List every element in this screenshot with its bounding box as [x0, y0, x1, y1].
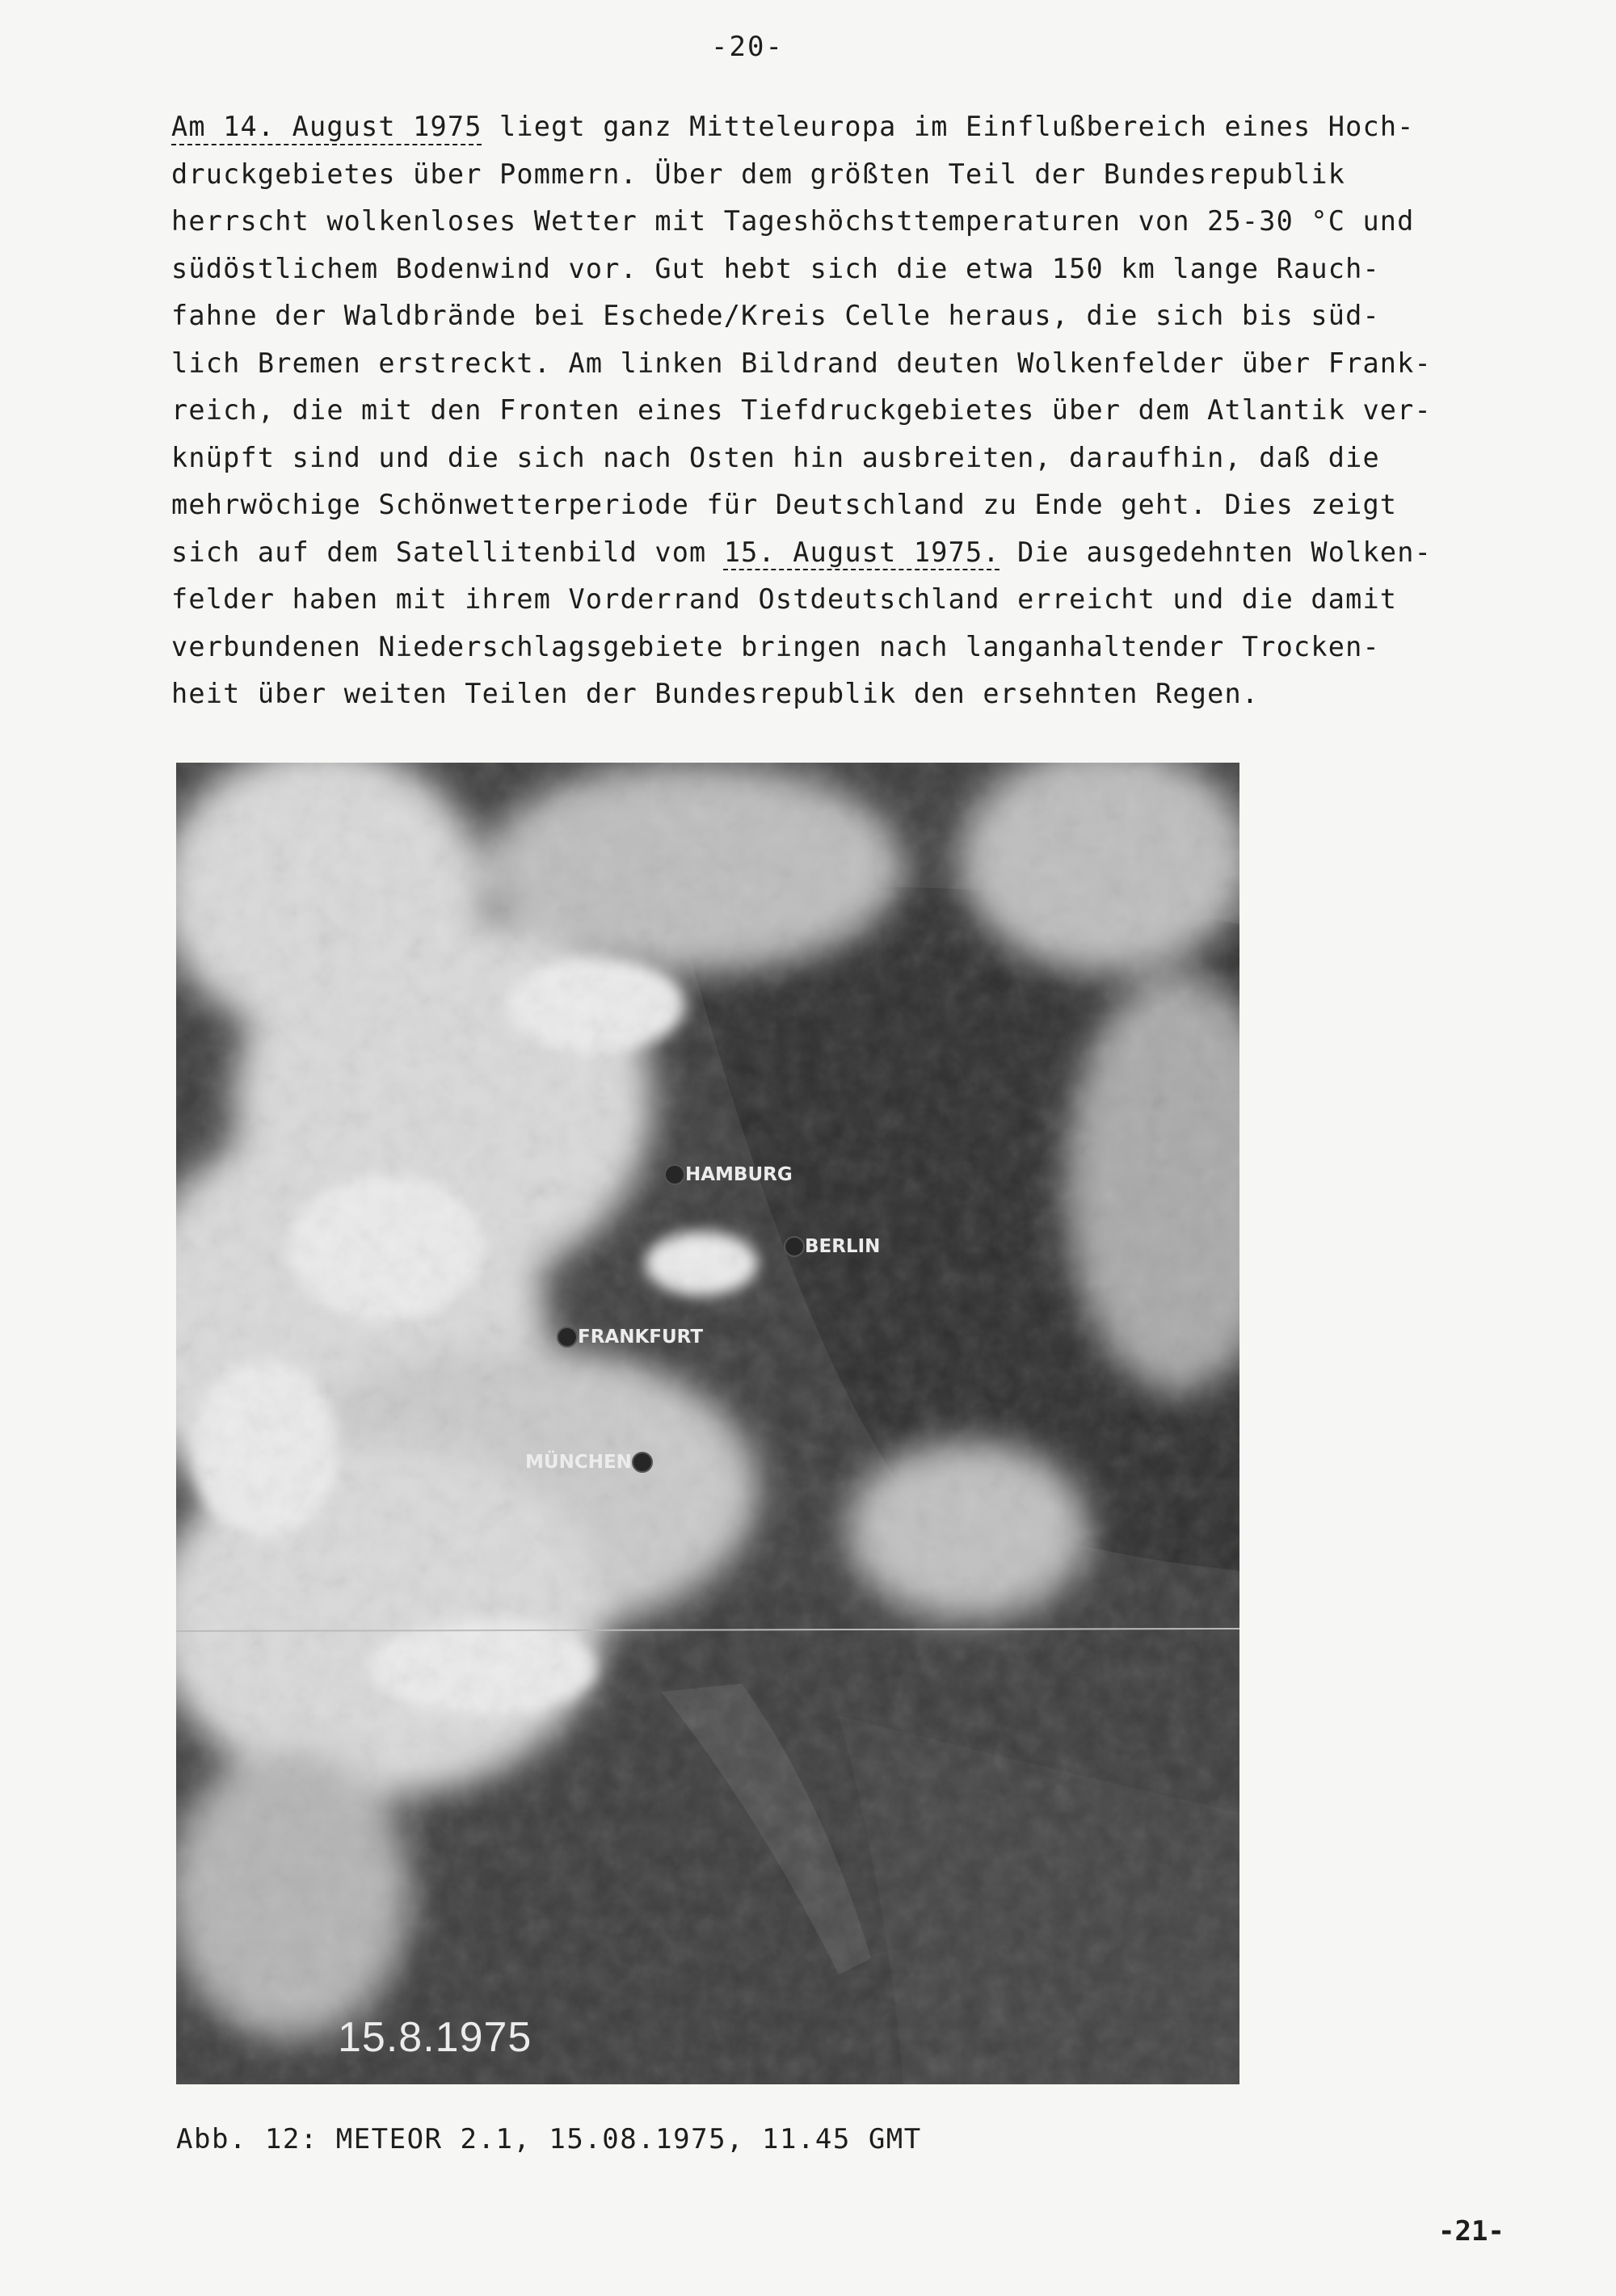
- text-line: knüpft sind und die sich nach Osten hin ausbreiten, daraufhin, daß die: [171, 441, 1380, 473]
- city-marker-hamburg: HAMBURG: [664, 1164, 793, 1185]
- text-line: südöstlichem Bodenwind vor. Gut hebt sich die etwa 150 km lange Rauch-: [171, 252, 1380, 284]
- text-line: fahne der Waldbrände bei Eschede/Kreis Celle heraus, die sich bis süd-: [171, 300, 1380, 331]
- page-number-top: -20-: [711, 31, 784, 63]
- text-line: sich auf dem Satellitenbild vom 15. August 1975. Die ausgedehnten Wolken-: [171, 536, 1432, 568]
- text-line: heit über weiten Teilen der Bundesrepublik den ersehnten Regen.: [171, 678, 1260, 709]
- text-line: druckgebietes über Pommern. Über dem größten Teil der Bundesrepublik: [171, 158, 1346, 190]
- figure-caption: Abb. 12: METEOR 2.1, 15.08.1975, 11.45 GMT: [176, 2123, 922, 2155]
- city-marker-berlin: BERLIN: [784, 1236, 880, 1257]
- location-dot-icon: [632, 1452, 653, 1473]
- page-number-bottom: -21-: [1438, 2215, 1504, 2248]
- text-line: herrscht wolkenloses Wetter mit Tageshöchsttemperaturen von 25-30 °C und: [171, 205, 1415, 237]
- date-highlight: 15. August 1975.: [723, 536, 1000, 568]
- city-marker-muenchen: MÜNCHEN: [525, 1452, 653, 1473]
- text-line: mehrwöchige Schönwetterperiode für Deutschland zu Ende geht. Dies zeigt: [171, 489, 1398, 520]
- location-dot-icon: [664, 1164, 685, 1185]
- text-line: verbundenen Niederschlagsgebiete bringen nach langanhaltender Trocken-: [171, 630, 1380, 662]
- text-line: lich Bremen erstreckt. Am linken Bildrand deuten Wolkenfelder über Frank-: [171, 347, 1432, 379]
- date-highlight: Am 14. August 1975: [171, 111, 482, 142]
- city-marker-frankfurt: FRANKFURT: [557, 1327, 703, 1348]
- text-line: Am 14. August 1975 liegt ganz Mitteleuropa im Einflußbereich eines Hoch-: [171, 111, 1415, 142]
- location-dot-icon: [784, 1236, 805, 1257]
- text-line: reich, die mit den Fronten eines Tiefdruckgebietes über dem Atlantik ver-: [171, 394, 1432, 426]
- text-line: felder haben mit ihrem Vorderrand Ostdeutschland erreicht und die damit: [171, 583, 1398, 615]
- satellite-cloud-render: [176, 763, 1239, 2084]
- image-date-stamp: 15.8.1975: [338, 2014, 532, 2061]
- satellite-image: [176, 763, 1239, 2084]
- location-dot-icon: [557, 1327, 578, 1348]
- body-paragraph: [171, 103, 1593, 718]
